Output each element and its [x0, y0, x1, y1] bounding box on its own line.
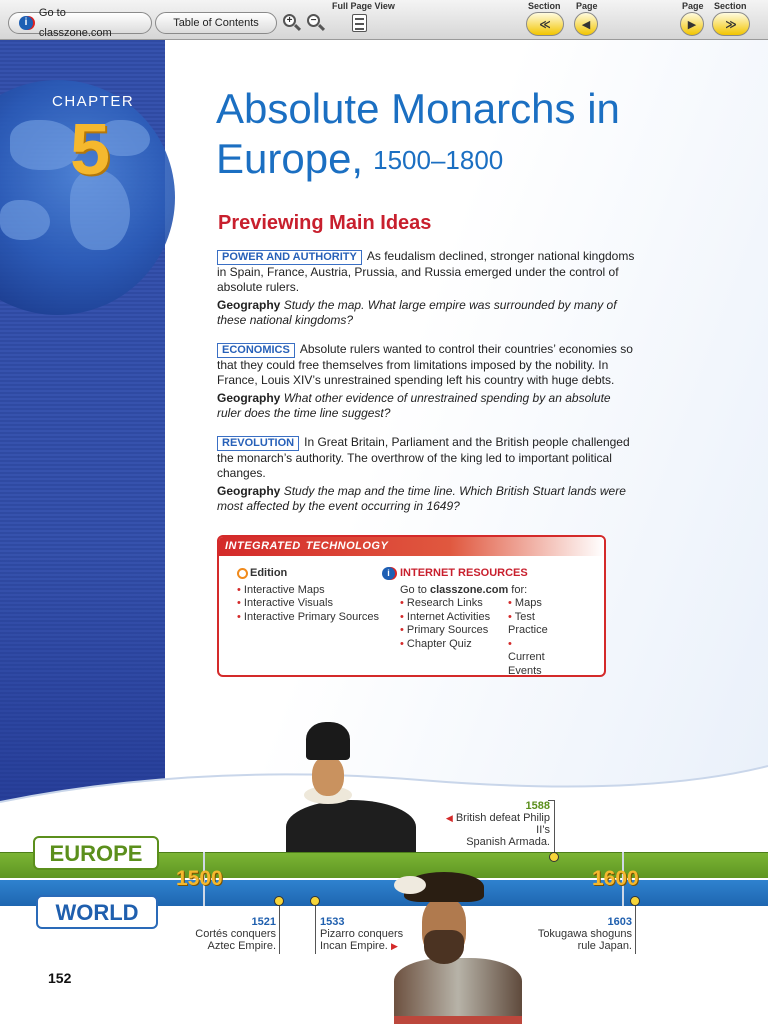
tag-economics: ECONOMICS — [217, 343, 295, 358]
title-years: 1500–1800 — [373, 145, 504, 175]
go-to-classzone-button[interactable] — [8, 7, 152, 39]
edition-title: Edition — [250, 567, 288, 579]
geography-question: Geography What other evidence of unrestrained spending by an absolute ruler does the time line suggest? — [217, 391, 611, 420]
page-label-left: Page — [576, 1, 598, 11]
main-idea-power — [217, 249, 637, 328]
internet-link[interactable]: • Current Events — [508, 638, 548, 678]
full-page-view-icon[interactable] — [352, 14, 367, 32]
title-main: Absolute Monarchs in Europe, — [216, 85, 620, 182]
geography-question: Geography Study the map. What large empire was surrounded by many of these national kingdoms? — [217, 298, 617, 327]
edition-item[interactable]: • Interactive Maps — [237, 584, 379, 598]
internet-links-col2 — [508, 597, 548, 677]
go-to-classzone-label: Go to classzone.com — [38, 7, 112, 39]
event-1603-marker[interactable] — [630, 896, 640, 906]
section-label-left: Section — [528, 1, 561, 11]
go-to-line: Go to classzone.com for: — [400, 583, 528, 596]
world-label: WORLD — [36, 895, 158, 929]
chapter-label: CHAPTER — [52, 93, 135, 110]
edition-column — [237, 567, 379, 624]
internet-link[interactable]: • Test Practice — [508, 611, 548, 638]
idea-text: Absolute rulers wanted to control their countries’ economies so that they could free themselves from limitations imposed by the nobility. In France, Louis XIV’s unrestrained spending left his country with huge debts. — [217, 342, 633, 387]
event-1521-marker[interactable] — [274, 896, 284, 906]
next-section-button[interactable]: ≫ — [712, 12, 750, 36]
page-number: 152 — [48, 970, 72, 986]
table-of-contents-label: Table of Contents — [173, 17, 259, 29]
event-1521: 1521 Cortés conquers Aztec Empire. — [180, 916, 276, 952]
event-1533: 1533 Pizarro conquers Incan Empire. ▶ — [320, 916, 420, 952]
event-year: 1588 — [525, 800, 550, 812]
edition-icon — [237, 568, 248, 579]
page-title — [216, 84, 756, 185]
zoom-in-icon[interactable]: + — [282, 13, 302, 33]
reader-toolbar — [0, 0, 768, 40]
integrated-technology-box — [217, 535, 606, 677]
previous-section-button[interactable]: ≪ — [526, 12, 564, 36]
internet-resources-column — [382, 567, 548, 677]
internet-link[interactable]: • Chapter Quiz — [400, 638, 528, 652]
tag-revolution: REVOLUTION — [217, 436, 299, 451]
event-year: 1521 — [251, 916, 276, 928]
internet-link[interactable]: • Maps — [508, 597, 548, 611]
main-idea-economics — [217, 342, 637, 421]
europe-label: EUROPE — [33, 836, 159, 870]
internet-resources-title: INTERNET RESOURCES — [400, 567, 528, 579]
section-label-right: Section — [714, 1, 747, 11]
classzone-icon: i — [19, 16, 33, 30]
event-year: 1603 — [607, 916, 632, 928]
year-1600-label: 1600 — [592, 867, 639, 890]
page-label-right: Page — [682, 1, 704, 11]
table-of-contents-button[interactable] — [155, 12, 277, 34]
previewing-heading: Previewing Main Ideas — [218, 212, 432, 234]
full-page-view-label: Full Page View — [332, 1, 395, 11]
internet-link[interactable]: • Internet Activities — [400, 611, 528, 625]
geography-question: Geography Study the map and the time line. Which British Stuart lands were most affected by the event occurring in 1649? — [217, 484, 626, 513]
idea-text: In Great Britain, Parliament and the British people challenged the monarch’s authority. The overthrow of the king led to important political changes. — [217, 435, 630, 480]
internet-resources-icon: i — [382, 567, 395, 580]
next-page-button[interactable]: ▶ — [680, 12, 704, 36]
philip-ii-portrait — [286, 722, 416, 854]
chapter-number: 5 — [70, 110, 111, 190]
main-idea-revolution — [217, 435, 637, 514]
event-1603: 1603 Tokugawa shoguns rule Japan. — [520, 916, 632, 952]
previous-page-button[interactable]: ◀ — [574, 12, 598, 36]
integrated-technology-header: INTEGRATED TECHNOLOGY — [219, 537, 604, 556]
event-1533-marker[interactable] — [310, 896, 320, 906]
event-1588-marker[interactable] — [549, 852, 559, 862]
classzone-link[interactable]: classzone.com — [429, 583, 509, 596]
internet-link[interactable]: • Research Links — [400, 597, 528, 611]
edition-item[interactable]: • Interactive Visuals — [237, 597, 379, 611]
zoom-out-icon[interactable]: − — [306, 13, 326, 33]
event-1588: 1588 ◀ British defeat Philip II’s Spanish Armada. — [430, 800, 550, 848]
event-year: 1533 — [320, 916, 345, 928]
pizarro-portrait — [394, 872, 522, 1024]
idea-text: As feudalism declined, stronger national kingdoms in Spain, France, Austria, Prussia, and Russia emerged under the control of absolute rulers. — [217, 249, 635, 294]
year-1500-label: 1500 — [176, 867, 223, 890]
internet-link[interactable]: • Primary Sources — [400, 624, 528, 638]
tag-power-and-authority: POWER AND AUTHORITY — [217, 250, 362, 265]
edition-item[interactable]: • Interactive Primary Sources — [237, 611, 379, 625]
